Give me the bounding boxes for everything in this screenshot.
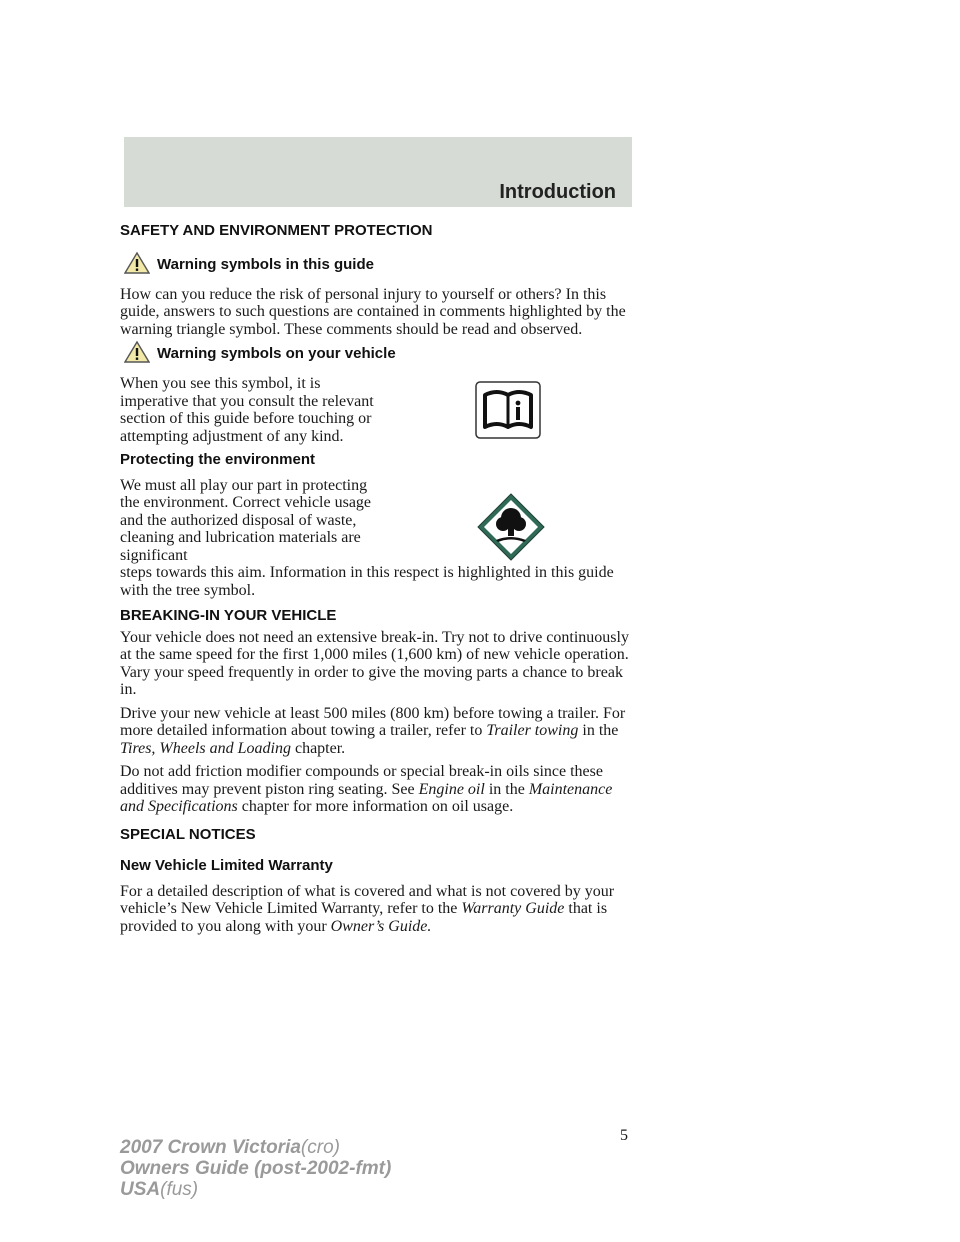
warranty-guide-ref: Warranty Guide [461,900,565,917]
footer-market-code: (fus) [160,1179,199,1200]
heading-environment: Protecting the environment [120,451,316,468]
breaking-in-p2-a: Drive your new vehicle at least 500 miles (800 km) before towing a trailer. For more detailed information about towing a trailer, refer to [120,704,626,739]
header-band [124,137,632,207]
warranty-text-b: that is provided to you along with your [120,900,608,935]
footer-model: 2007 Crown Victoria [120,1137,301,1158]
environment-text [120,477,630,600]
footer-market: USA [120,1179,161,1200]
heading-safety: SAFETY AND ENVIRONMENT PROTECTION [120,222,433,239]
breaking-in-p3 [120,763,630,816]
breaking-in-p2-c: chapter. [294,739,346,757]
page-content [120,222,630,941]
page-number: 5 [620,1127,628,1144]
environment-text-a: We must all play our part in protecting the environment. Correct vehicle usage and the authorized disposal of waste, cleaning and lubrication materials are significant [120,476,372,564]
warning-heading-vehicle [120,344,630,364]
maintenance-chapter-ref: Maintenance and Specifications [120,780,613,815]
warning-vehicle-text: When you see this symbol, it is imperative that you consult the relevant section of this guide before touching or attempting adjustment of any kind. [120,375,374,445]
environment-tree-icon [476,492,546,562]
breaking-in-p3-b: in the [488,780,525,798]
footer-model-code: (cro) [300,1137,340,1158]
warning-triangle-icon [124,251,150,275]
breaking-in-p2 [120,705,630,758]
owner-manual-icon [475,381,541,439]
owners-guide-ref: Owner’s Guide. [330,917,432,935]
breaking-in-p1: Your vehicle does not need an extensive break-in. Try not to drive continuously at the same speed for the first 1,000 miles (1,600 km) of new vehicle operation. Vary your speed frequently in order to give the moving parts a chance to break in. [120,628,629,698]
footer-imprint [120,1137,391,1200]
warning-triangle-icon [124,340,150,364]
tires-chapter-ref: Tires, Wheels and Loading [120,739,291,757]
trailer-towing-ref: Trailer towing [486,722,579,739]
footer-line-3 [120,1179,391,1200]
section-title: Introduction [499,181,616,203]
environment-text-b: steps towards this aim. Information in this respect is highlighted in this guide with the tree symbol. [120,564,614,599]
heading-special-notices: SPECIAL NOTICES [120,825,256,843]
warning-heading-guide [120,255,630,275]
breaking-in-p3-c: chapter for more information on oil usage. [241,798,514,815]
footer-line-2: Owners Guide (post-2002-fmt) [120,1158,392,1179]
footer-line-1 [120,1137,391,1158]
warranty-text-a: For a detailed description of what is covered and what is not covered by your vehicle’s New Vehicle Limited Warranty, refer to the [120,882,615,917]
heading-warranty: New Vehicle Limited Warranty [120,857,333,874]
breaking-in-p3-a: Do not add friction modifier compounds or special break-in oils since these additives may prevent piston ring seating. See [120,763,603,798]
warning-heading-guide-text: Warning symbols in this guide [157,255,374,273]
breaking-in-p2-b: in the [582,722,619,739]
heading-breaking-in: BREAKING-IN YOUR VEHICLE [120,607,337,624]
warning-heading-vehicle-text: Warning symbols on your vehicle [157,345,396,362]
warranty-text [120,883,630,936]
warning-guide-text: How can you reduce the risk of personal injury to yourself or others? In this guide, answers to such questions are contained in comments highlighted by the warning triangle symbol. These comments should be read and observed. [120,285,626,338]
engine-oil-ref: Engine oil [418,780,485,798]
